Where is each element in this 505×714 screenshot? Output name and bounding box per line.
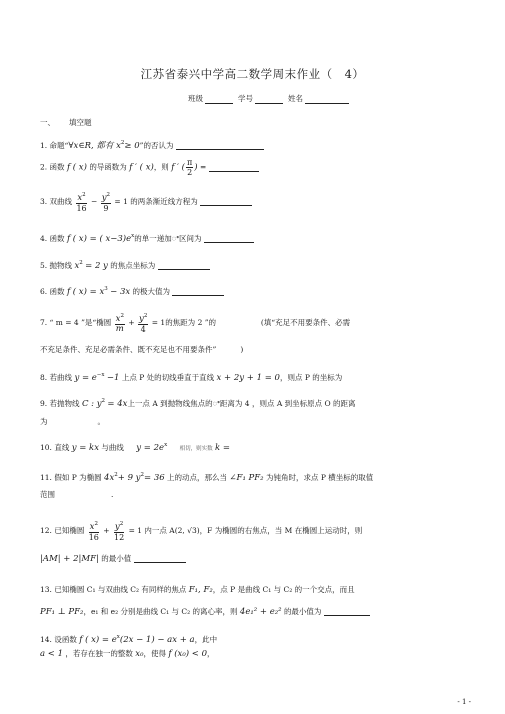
- class-blank[interactable]: [205, 95, 233, 104]
- answer-blank-7[interactable]: [218, 318, 258, 327]
- question-9: 9. 若抛物线 C : $y^2 = 4x$上一点 A 到抛物线焦点的ꢀ距离为 4 ，则点 A 到坐标原点 O 的距离: [40, 398, 356, 409]
- page-number: - 1 -: [457, 698, 471, 706]
- answer-blank-2[interactable]: [209, 163, 259, 172]
- question-10: 10. 直线 y = kx 与曲线 $y = 2e^x$ 相切，则实数 k =: [40, 440, 485, 455]
- question-14-line-2: a < 1 ，若存在独一的整数 x₀，使得 f (x₀) < 0，: [40, 649, 215, 659]
- question-13-line-2: PF₁ ⊥ PF₂，e₁ 和 e₂ 分别是曲线 C₁ 与 C₂ 的离心率，则 4e₁² + e₂² 的最小值为: [40, 606, 485, 618]
- answer-blank-12[interactable]: [134, 554, 186, 563]
- question-7-line-2: 不充足条件、充足必需条件、既不充足也不用要条件” ): [40, 345, 244, 354]
- question-2: 2. 函数 f ( x) 的导函数为 f ′ ( x)，则 f ′ ( $\frac{\pi}{2}$ ) =: [40, 158, 485, 177]
- question-8: 8. 若曲线 $y = e^{-x} -1$ 上点 P 处的切线垂直于直线 x + 2y + 1 = 0，则点 P 的坐标为: [40, 370, 485, 384]
- question-9-line-2: 为 。: [40, 417, 105, 426]
- question-12-line-2: |AM| + 2|MF| 的最小值: [40, 553, 485, 565]
- section-heading: 一、 填空题: [40, 118, 92, 127]
- name-label: 姓名: [288, 94, 303, 103]
- question-11-line-2: 范围 .: [40, 490, 114, 499]
- answer-blank-3[interactable]: [200, 197, 252, 206]
- question-11: 11. 假如 P 为椭圆 $4x^2+ 9$ $y^2= 36$ 上的动点，那么当 ∠F₁ PF₂ 为钝角时，求点 P 横坐标的取值: [40, 472, 374, 483]
- question-12: 12. 已知椭圆 $\frac{x^2}{16}$ + $\frac{y^2}{12}$ = 1 内一点 A(2, √3)，F 为椭圆的右焦点，当 M 在椭圆上运动时，则: [40, 521, 363, 542]
- question-6: 6. 函数 f ( $x) = x^3 - 3x$ 的极大值为: [40, 284, 485, 298]
- answer-blank-10[interactable]: [232, 443, 262, 452]
- question-3: 3. 双曲线 $\frac{x^2}{16}$ − $\frac{y^2}{9}$ = 1 的两条渐近线方程为: [40, 191, 485, 213]
- answer-blank-4[interactable]: [204, 234, 254, 243]
- name-blank[interactable]: [305, 95, 349, 104]
- answer-blank-1[interactable]: [176, 141, 264, 150]
- question-14: 14. 设函数 f ( $x) = e^x(2x - 1)$ − ax + a，此中: [40, 634, 218, 645]
- class-label: 班级: [188, 94, 203, 103]
- question-1: 1. 命题“∀x∈R, 都有 $x^2\ge 0$”的否认为: [40, 138, 485, 152]
- question-7: 7. “ m = 4 ”是“椭圆 $\frac{x^2}{m}$ + $\frac{y^2}{4}$ = 1的焦距为 2 ”的 (填“充足不用要条件、必需: [40, 313, 351, 334]
- question-4: 4. 函数 f ( x) = ( $x-3)e^x$的单一递加ꢀ区间为: [40, 231, 485, 245]
- id-label: 学号: [238, 94, 253, 103]
- answer-blank-9[interactable]: [48, 417, 98, 426]
- answer-blank-5[interactable]: [158, 261, 210, 270]
- id-blank[interactable]: [255, 95, 283, 104]
- student-info: [188, 93, 354, 104]
- question-13: 13. 已知椭圆 C₁ 与双曲线 C₂ 有同样的焦点 F₁, F₂，点 P 是曲线 C₁ 与 C₂ 的一个交点，而且: [40, 585, 355, 595]
- answer-blank-8[interactable]: [345, 373, 375, 382]
- page-title: 江苏省泰兴中学高二数学周末作业（ 4）: [140, 67, 365, 81]
- question-5: 5. 抛物线 $x^2 = 2$ y 的焦点坐标为: [40, 258, 485, 272]
- fraction-pi-over-2: $\frac{\pi}{2}$: [187, 158, 193, 177]
- answer-blank-13[interactable]: [324, 607, 370, 616]
- answer-blank-11[interactable]: [55, 490, 111, 499]
- answer-blank-6[interactable]: [172, 287, 224, 296]
